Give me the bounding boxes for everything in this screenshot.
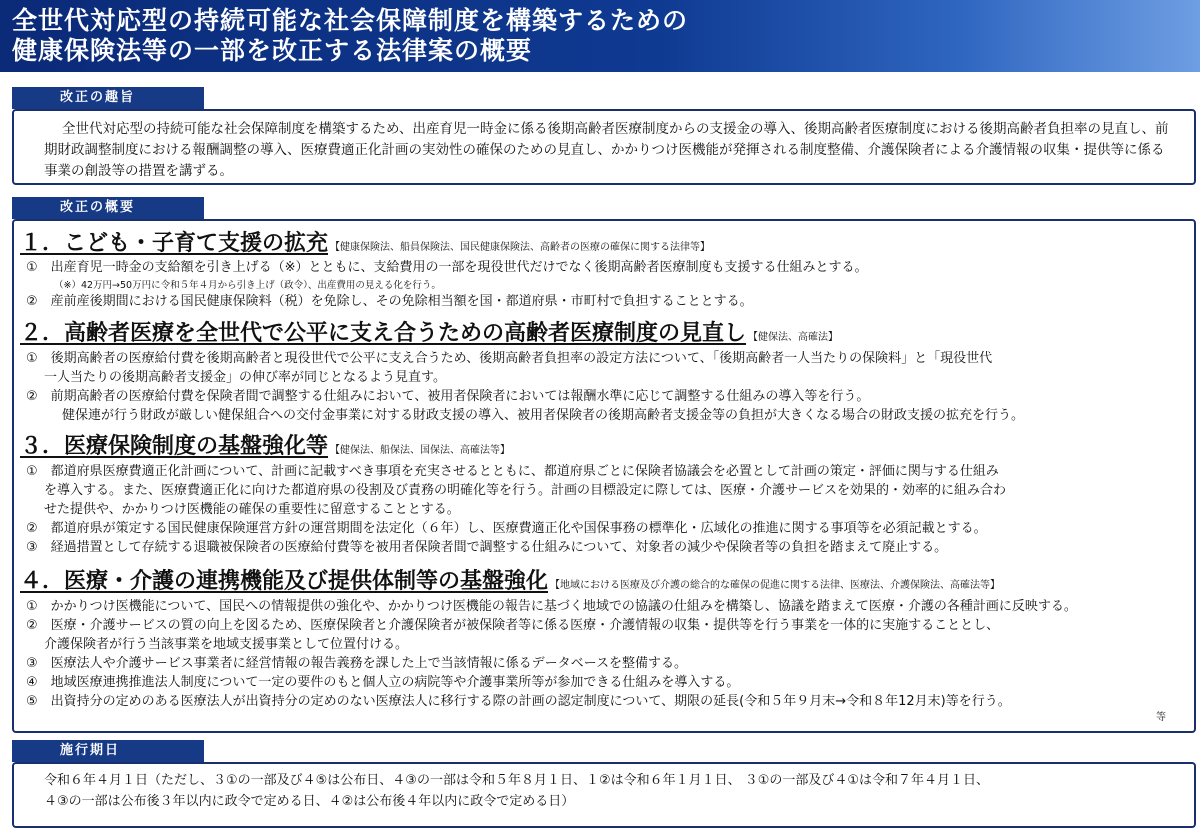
section-1-laws: 【健康保険法、船員保険法、国民健康保険法、高齢者の医療の確保に関する法律等】 [330,242,711,253]
purpose-box [12,109,1196,185]
section-1-title [20,231,710,261]
section-2-laws: 【健保法、高確法】 [748,332,839,343]
section-4-line-1: ① かかりつけ医機能について、国民への情報提供の強化や、かかりつけ医機能の報告に基づく地域での協議の仕組みを構築し、協議を踏まえて医療・介護の各種計画に反映する。 [26,599,1077,614]
section-4-line-3: 介護保険者が行う当該事業を地域支援事業として位置付ける。 [44,637,409,652]
section-2-heading: ２．高齢者医療を全世代で公平に支え合うための高齢者医療制度の見直し [20,321,747,346]
enforcement-line-2: ４③の一部は公布後３年以内に政令で定める日、４②は公布後４年以内に政令で定める日） [44,794,575,809]
section-4-line-5: ④ 地域医療連携推進法人制度について一定の要件のもと個人立の病院等や介護事業所等が参加できる仕組みを導入する。 [26,675,740,690]
section-4-line-6: ⑤ 出資持分の定めのある医療法人が出資持分の定めのない医療法人に移行する際の計画の認定制度について、期限の延長(令和５年９月末→令和８年12月末)等を行う。 [26,694,1011,709]
section-1-heading: １．こども・子育て支援の拡充 [20,231,329,256]
enforcement-box [12,762,1196,828]
section-2-title [20,321,838,351]
purpose-label: 改正の趣旨 [12,87,204,109]
section-3-line-5: ③ 経過措置として存続する退職被保険者の医療給付費等を被用者保険者間で調整する仕組みについて、対象者の減少や保険者等の負担を踏まえて廃止する。 [26,540,948,555]
section-4-laws: 【地域における医療及び介護の総合的な確保の促進に関する法律、医療法、介護保険法、高確法等】 [550,580,1001,591]
section-3-title [20,434,510,464]
section-2-line-2: 一人当たりの後期高齢者支援金」の伸び率が同じとなるよう見直す。 [44,370,446,385]
section-1-line-2: ② 産前産後期間における国民健康保険料（税）を免除し、その免除相当額を国・都道府県・市町村で負担することとする。 [26,294,753,309]
overview-label: 改正の概要 [12,197,204,219]
section-3-line-1: ① 都道府県医療費適正化計画について、計画に記載すべき事項を充実させるとともに、都道府県ごとに保険者協議会を必置として計画の策定・評価に関与する仕組み [26,464,999,479]
section-4-line-4: ③ 医療法人や介護サービス事業者に経営情報の報告義務を課した上で当該情報に係るデータベースを整備する。 [26,656,688,671]
header-banner [0,0,1200,72]
section-4-line-2: ② 医療・介護サービスの質の向上を図るため、医療保険者と介護保険者が被保険者等に係る医療・介護情報の収集・提供等を行う事業を一体的に実施することとし、 [26,618,1000,633]
section-4-heading: ４．医療・介護の連携機能及び提供体制等の基盤強化 [20,569,549,594]
section-3-line-4: ② 都道府県が策定する国民健康保険運営方針の運営期間を法定化（６年）し、医療費適正化や国保事務の標準化・広域化の推進に関する事項等を必須記載とする。 [26,521,987,536]
page-title-line2: 健康保険法等の一部を改正する法律案の概要 [12,36,533,65]
section-2-line-3: ② 前期高齢者の医療給付費を保険者間で調整する仕組みにおいて、被用者保険者においては報酬水準に応じて調整する仕組みの導入等を行う。 [26,389,870,404]
etc-note: 等 [1156,712,1166,723]
section-2-line-1: ① 後期高齢者の医療給付費を後期高齢者と現役世代で公平に支え合うため、後期高齢者負担率の設定方法について、「後期高齢者一人当たりの保険料」と「現役世代 [26,351,993,366]
section-3-line-3: せた提供や、かかりつけ医機能の確保の重要性に留意することとする。 [44,502,460,517]
page-title-line1: 全世代対応型の持続可能な社会保障制度を構築するための [12,6,689,35]
section-4-title [20,569,1000,599]
section-3-heading: ３．医療保険制度の基盤強化等 [20,434,329,459]
overview-box [12,219,1196,733]
enforcement-line-1: 令和６年４月１日（ただし、３①の一部及び４⑤は公布日、４③の一部は令和５年８月１日、１②は令和６年１月１日、 ３①の一部及び４①は令和７年４月１日、 [44,773,990,788]
section-1-line-1: ① 出産育児一時金の支給額を引き上げる（※）とともに、支給費用の一部を現役世代だけでなく後期高齢者医療制度も支援する仕組みとする。 [26,260,868,275]
section-2-line-4: 健保連が行う財政が厳しい健保組合への交付金事業に対する財政支援の導入、被用者保険者の後期高齢者支援金等の負担が大きくなる場合の財政支援の拡充を行う。 [62,408,1025,423]
section-3-laws: 【健保法、船保法、国保法、高確法等】 [330,445,511,456]
purpose-text: 全世代対応型の持続可能な社会保障制度を構築するため、出産育児一時金に係る後期高齢者医療制度からの支援金の導入、後期高齢者医療制度における後期高齢者負担率の見直し、前期財政調整制度における報酬調整の導入、医療費適正化計画の実効性の確保のための見直し、かかりつけ医機能が発揮される制度整備、介護保険者による介護情報の収集・提供等に係る事業の創設等の措置を講ずる。 [44,121,1169,179]
section-3-line-2: を導入する。また、医療費適正化に向けた都道府県の役割及び責務の明確化等を行う。計画の目標設定に際しては、医療・介護サービスを効果的・効率的に組み合わ [44,483,1007,498]
enforcement-label: 施行期日 [12,740,204,762]
section-1-note: （※）42万円→50万円に令和５年４月から引き上げ（政令）、出産費用の見える化を行う。 [54,280,441,291]
